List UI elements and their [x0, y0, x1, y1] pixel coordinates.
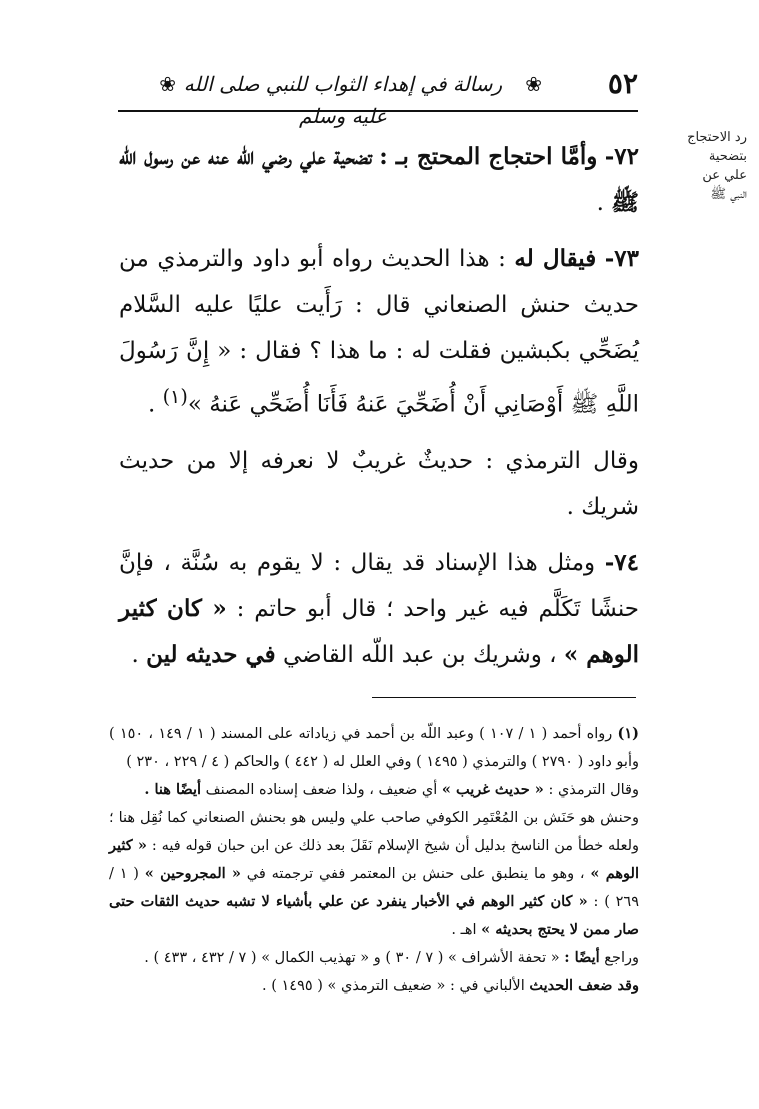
paragraph-74: [119, 540, 639, 678]
main-text: [119, 134, 639, 688]
paragraph-number: ٧٢-: [604, 143, 640, 170]
footnote-line: [109, 972, 639, 1000]
running-title: رسالة في إهداء الثواب للنبي صلى الله عليه وسلم: [183, 72, 503, 128]
footnote-text: رواه أحمد ( ١ / ١٠٧ ) وعبد اللّه بن أحمد في زياداته على المسند ( ١ / ١٤٩ ، ١٥٠ ) وأبو داود ( ٢٧٩٠ ) والترمذي ( ١٤٩٥ ) وفي العلل له ( ٤٤٢ ) والحاكم ( ٤ / ٢٢٩ ، ٢٣٠ ): [109, 726, 639, 770]
paragraph-lead: وأمَّا احتجاج المحتج بـ :: [379, 143, 598, 170]
paragraph-text: ومثل هذا الإسناد قد يقال : لا يقوم به سُنَّة ، فإنَّ حنشًا تَكَلَّم فيه غير واحد ؛ قال أبو حاتم :: [119, 549, 639, 622]
margin-note: [653, 128, 747, 204]
margin-note-line: علي عن: [702, 168, 747, 183]
footnote-text: وحنش هو حَنَش بن المُعْتَمِر الكوفي صاحب علي وليس هو بحنش الصنعاني كما نُقِل هنا ؛ ولعله خطأ من الناسخ بدليل أن شيخ الإسلام نَقَلَ بعد ذلك عن ابن حبان قوله فيه :: [109, 810, 640, 854]
footnote-text: الألباني في : « ضعيف الترمذي » ( ١٤٩٥ ) .: [262, 978, 525, 994]
footnote-text: وقال الترمذي :: [548, 782, 639, 798]
running-header: [118, 58, 638, 128]
footnote-1: [109, 720, 639, 776]
footnote-text: أي ضعيف ، ولذا ضعف إسناده المصنف: [205, 782, 438, 798]
footnotes: [109, 720, 639, 1000]
paragraph-bold-text: في حديثه لين: [146, 640, 276, 668]
paragraph-end: .: [596, 190, 604, 216]
paragraph-tirmidhi: وقال الترمذي : حديثٌ غريبٌ لا نعرفه إلا من حديث شريك .: [119, 447, 639, 520]
paragraph-73: [119, 236, 639, 428]
header-rule: [118, 110, 638, 112]
footnote-line: [109, 944, 639, 972]
footnote-text: ، وهو ما ينطبق على حنش بن المعتمر ففي ترجمته في: [246, 866, 585, 882]
footnote-bold: « كثير الوهم »: [109, 837, 639, 882]
footnote-number: (١): [617, 725, 640, 742]
paragraph-text: : هذا الحديث رواه أبو داود والترمذي من حديث حنش الصنعاني قال : رَأَيت عليًا عليه السَّلام يُضَحِّي بكبشين فقلت له : ما هذا ؟ فقال : « إِنَّ رَسُولَ اللَّهِ ﷺ أَوْصَانِي أَنْ أُضَحِّيَ عَنهُ فَأَنَا أُضَحِّي عَنهُ »: [119, 246, 639, 418]
ornament-icon: ❀: [159, 72, 176, 96]
margin-note-line: النبي ﷺ: [710, 187, 747, 202]
footnote-text: « تحفة الأشراف » ( ٧ / ٣٠ ) و « تهذيب الكمال » ( ٧ / ٤٣٢ ، ٤٣٣ ) .: [144, 950, 560, 966]
footnote-line: [109, 776, 639, 804]
paragraph-lead: فيقال له: [514, 245, 597, 272]
page-number: ٥٢: [607, 67, 638, 100]
paragraph-bold-text: تضحية علي رضي اللّه عنه عن رسول اللّه ﷺ: [119, 143, 639, 216]
paragraph-number: ٧٣-: [604, 245, 640, 272]
footnote-bold: « المجروحين »: [144, 865, 241, 882]
margin-note-line: رد الاحتجاج: [687, 130, 747, 145]
footnote-ref: (١): [162, 385, 188, 408]
footnote-bold: « كان كثير الوهم في الأخبار ينفرد عن علي بأشياء لا تشبه حديث الثقات حتى صار ممن لا يحتج بحديثه »: [109, 893, 639, 938]
footnote-text: وراجع: [604, 950, 639, 966]
footnote-bold: « حديث غريب »: [441, 781, 544, 798]
footnote-line: [109, 804, 639, 944]
quoted-phrase: « كان كثير الوهم »: [119, 594, 639, 668]
footnote-text: ( ١ / ٢٦٩ ) :: [109, 866, 640, 910]
footnote-separator: [372, 697, 636, 698]
paragraph-text: ، وشريك بن عبد اللّه القاضي: [283, 641, 557, 668]
footnote-text: اهـ .: [451, 922, 477, 938]
ornament-icon: ❀: [525, 72, 542, 96]
footnote-bold: أيضًا :: [564, 949, 600, 966]
paragraph-end: .: [131, 641, 139, 668]
paragraph-number: ٧٤-: [604, 548, 639, 576]
paragraph-72: [119, 134, 639, 226]
footnote-bold: أيضًا هنا .: [144, 781, 202, 798]
margin-note-line: بتضحية: [708, 149, 747, 164]
footnote-bold: وقد ضعف الحديث: [529, 977, 639, 994]
paragraph-end: .: [147, 391, 156, 418]
